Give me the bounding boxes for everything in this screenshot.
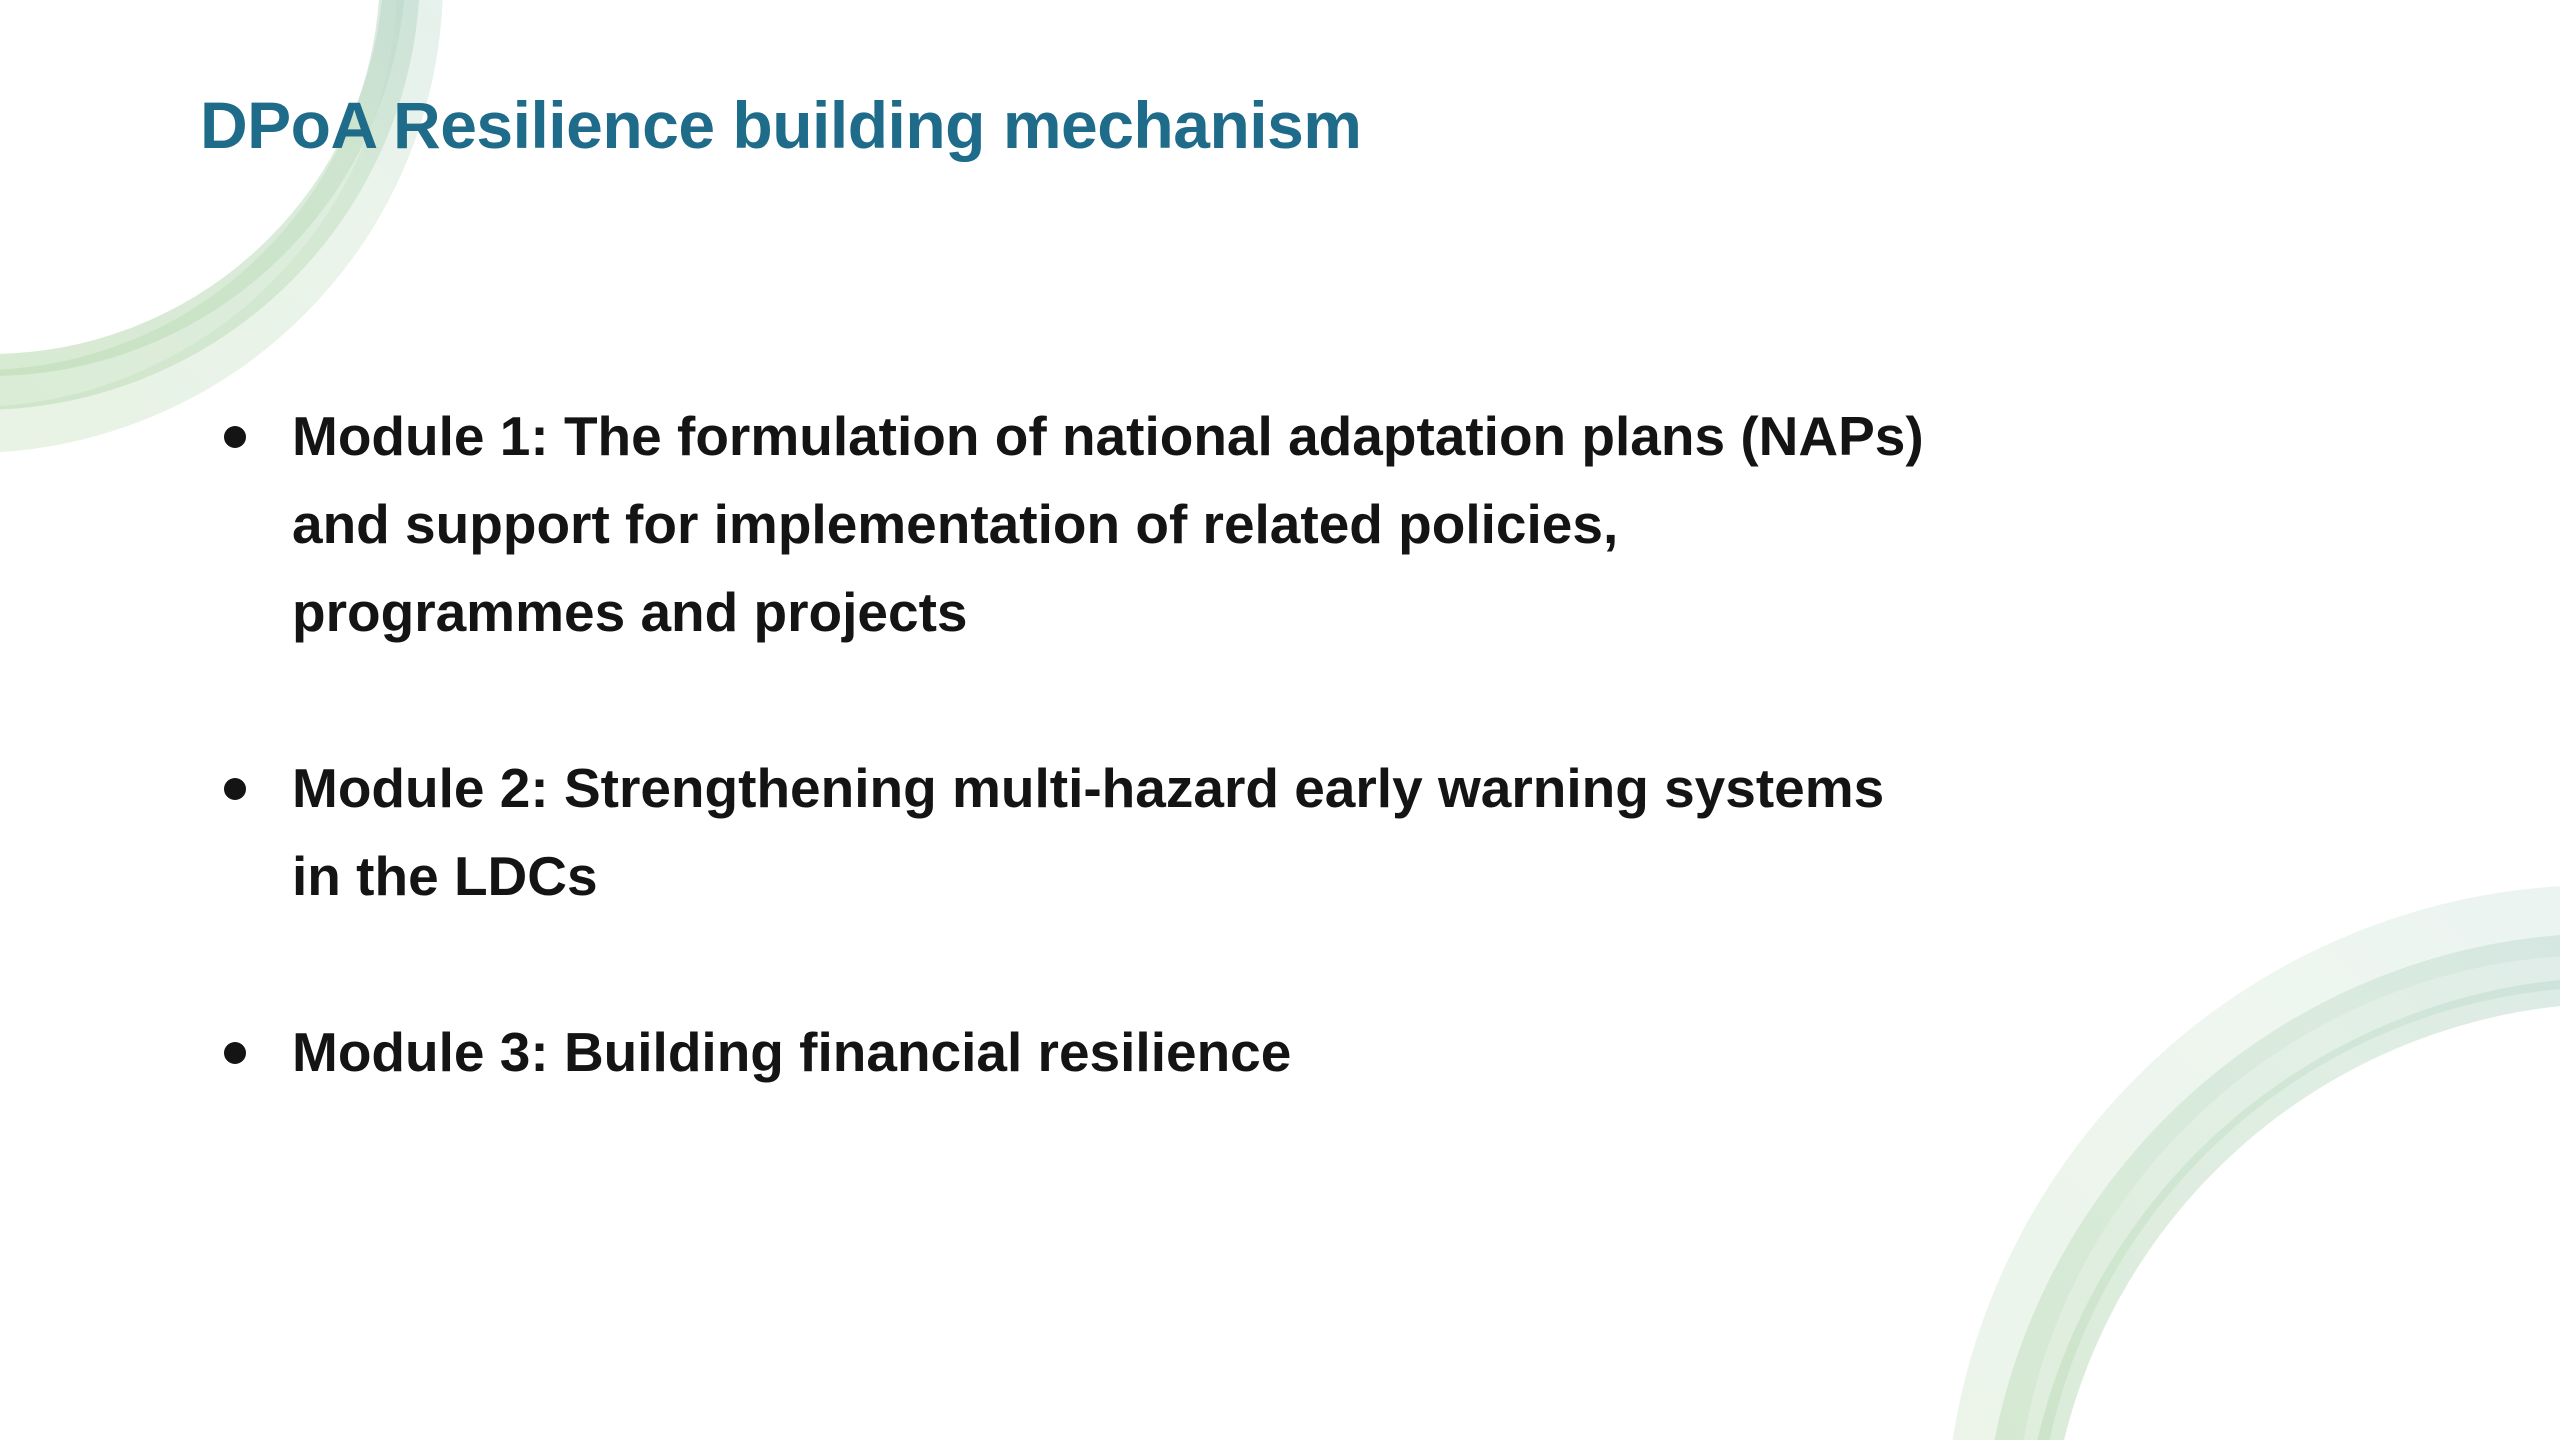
- bullet-list: [212, 392, 1932, 1184]
- bullet-dot-icon: [224, 778, 246, 800]
- bullet-item-module-2: [212, 744, 1932, 920]
- bullet-text: Module 2: Strengthening multi-hazard early warning systems in the LDCs: [292, 757, 1885, 907]
- bullet-dot-icon: [224, 426, 246, 448]
- bullet-item-module-3: [212, 1008, 1932, 1096]
- bullet-text: Module 1: The formulation of national adaptation plans (NAPs) and support for implementation of related policies, programmes and projects: [292, 405, 1924, 643]
- top-left-arc: [0, 0, 420, 430]
- bottom-right-arc: [1980, 920, 2560, 1440]
- slide-title: DPoA Resilience building mechanism: [200, 88, 1362, 162]
- bullet-text: Module 3: Building financial resilience: [292, 1021, 1292, 1083]
- bullet-dot-icon: [224, 1042, 246, 1064]
- bullet-item-module-1: [212, 392, 1932, 656]
